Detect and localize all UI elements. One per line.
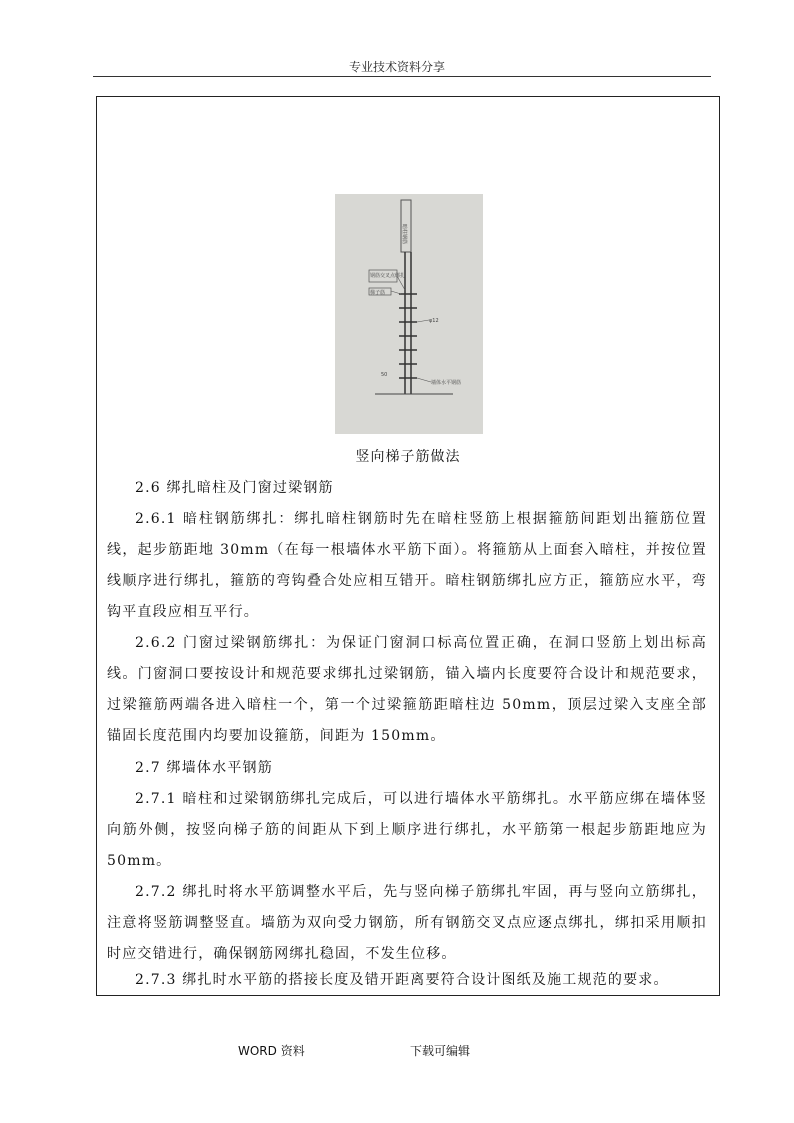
section-2-7-3-text: 2.7.3 绑扎时水平筋的搭接长度及错开距离要符合设计图纸及施工规范的要求。 — [135, 972, 669, 988]
footer-right: 下载可编辑 — [410, 1044, 471, 1058]
section-2-7-title: 2.7 绑墙体水平钢筋 — [135, 760, 273, 776]
figure-caption: 竖向梯子筋做法 — [355, 449, 461, 465]
fig-label-horizontal-bar: 墙体水平钢筋 — [431, 380, 462, 386]
section-2-6-1-text: 2.6.1 暗柱钢筋绑扎：绑扎暗柱钢筋时先在暗柱竖筋上根据箍筋间距划出箍筋位置线，起步筋距地 30mm（在每一根墙体水平筋下面）。将箍筋从上面套入暗柱，并按位置线顺序进行绑扎，箍筋的弯钩叠合处应相互错开。暗柱钢筋绑扎应方正，箍筋应水平，弯钩平直段应相互平行。 — [107, 511, 707, 620]
fig-label-spacing: 50 — [381, 372, 388, 378]
ladder-bar-diagram — [335, 194, 483, 434]
section-2-6-title: 2.6 绑扎暗柱及门窗过梁钢筋 — [135, 480, 334, 496]
content-box — [96, 96, 720, 996]
footer-left: WORD 资料 — [238, 1044, 305, 1058]
fig-label-column-bar: 暗柱钢筋 — [401, 224, 407, 245]
section-2-6-2-text: 2.6.2 门窗过梁钢筋绑扎：为保证门窗洞口标高位置正确，在洞口竖筋上划出标高线。门窗洞口要按设计和规范要求绑扎过梁钢筋，锚入墙内长度要符合设计和规范要求，过梁箍筋两端各进入暗柱一个，第一个过梁箍筋距暗柱边 50mm，顶层过梁入支座全部锚固长度范围内均要加设箍筋，间距为 150mm。 — [107, 635, 707, 744]
fig-label-tie: 钢筋交叉点绑扎 — [370, 273, 406, 279]
section-2-7-2-text: 2.7.2 绑扎时将水平筋调整水平后，先与竖向梯子筋绑扎牢固，再与竖向立筋绑扎，注意将竖筋调整竖直。墙筋为双向受力钢筋，所有钢筋交叉点应逐点绑扎，绑扣采用顺扣时应交错进行，确保钢筋网绑扎稳固，不发生位移。 — [107, 884, 707, 962]
header-rule — [93, 76, 711, 77]
fig-label-ladder: 梯子筋 — [370, 290, 386, 296]
page-header-title: 专业技术资料分享 — [348, 60, 445, 74]
section-2-7-1-text: 2.7.1 暗柱和过梁钢筋绑扎完成后，可以进行墙体水平筋绑扎。水平筋应绑在墙体竖向筋外侧，按竖向梯子筋的间距从下到上顺序进行绑扎，水平筋第一根起步筋距地应为 50mm。 — [107, 791, 707, 869]
ladder-bar-figure — [335, 194, 483, 434]
fig-label-diameter: φ12 — [429, 318, 439, 324]
